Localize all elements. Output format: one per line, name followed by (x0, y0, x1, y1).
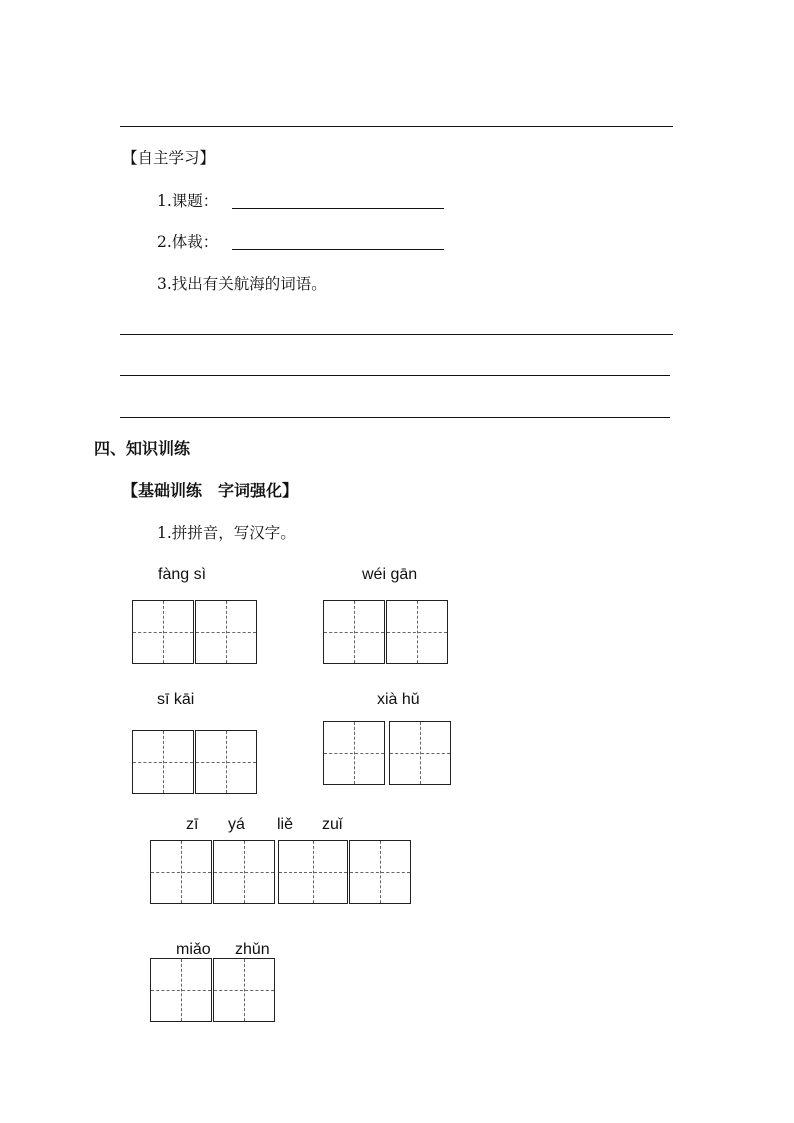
pinyin-xia-hu: xià hǔ (377, 691, 420, 708)
top-divider (120, 126, 673, 127)
tianzige-cell[interactable] (213, 958, 275, 1022)
topic-answer-line[interactable] (232, 208, 444, 209)
tianzige-cell[interactable] (195, 730, 257, 794)
item-topic-label: 1.课题： (157, 192, 219, 210)
item-genre-label: 2.体裁： (157, 233, 219, 251)
tianzige-cell[interactable] (150, 840, 212, 904)
instruction: 1.拼拼音，写汉字。 (157, 524, 296, 542)
pinyin-wei-gan: wéi gān (362, 566, 418, 583)
tianzige-cell[interactable] (150, 958, 212, 1022)
tianzige-cell[interactable] (323, 600, 385, 664)
tianzige-cell[interactable] (195, 600, 257, 664)
pinyin-zui: zuǐ (322, 816, 343, 833)
char-grid-miao-zhun (150, 958, 276, 1022)
answer-line-1[interactable] (120, 334, 673, 335)
tianzige-cell[interactable] (349, 840, 411, 904)
pinyin-ya: yá (228, 816, 245, 833)
tianzige-cell[interactable] (389, 721, 451, 785)
genre-answer-line[interactable] (232, 249, 444, 250)
item-navigation-words: 3.找出有关航海的词语。 (157, 275, 327, 293)
self-study-heading: 【自主学习】 (122, 149, 216, 167)
char-grid-xia-hu (323, 721, 452, 785)
pinyin-si-kai: sī kāi (157, 691, 195, 708)
pinyin-miao: miǎo (176, 941, 211, 958)
char-grid-fang-si (132, 600, 258, 664)
sub-heading: 【基础训练 字词强化】 (122, 481, 299, 500)
tianzige-cell[interactable] (213, 840, 275, 904)
section-heading: 四、知识训练 (94, 439, 191, 458)
tianzige-cell[interactable] (386, 600, 448, 664)
pinyin-zi: zī (186, 816, 199, 833)
tianzige-cell[interactable] (323, 721, 385, 785)
pinyin-zhun: zhǔn (235, 941, 270, 958)
answer-line-2[interactable] (120, 375, 670, 376)
pinyin-lie: liě (277, 816, 294, 833)
answer-line-3[interactable] (120, 417, 670, 418)
tianzige-cell[interactable] (278, 840, 348, 904)
char-grid-zi-ya-lie-zui (150, 840, 412, 904)
tianzige-cell[interactable] (132, 730, 194, 794)
tianzige-cell[interactable] (132, 600, 194, 664)
pinyin-fang-si: fàng sì (158, 566, 207, 583)
char-grid-wei-gan (323, 600, 449, 664)
char-grid-si-kai (132, 730, 258, 794)
